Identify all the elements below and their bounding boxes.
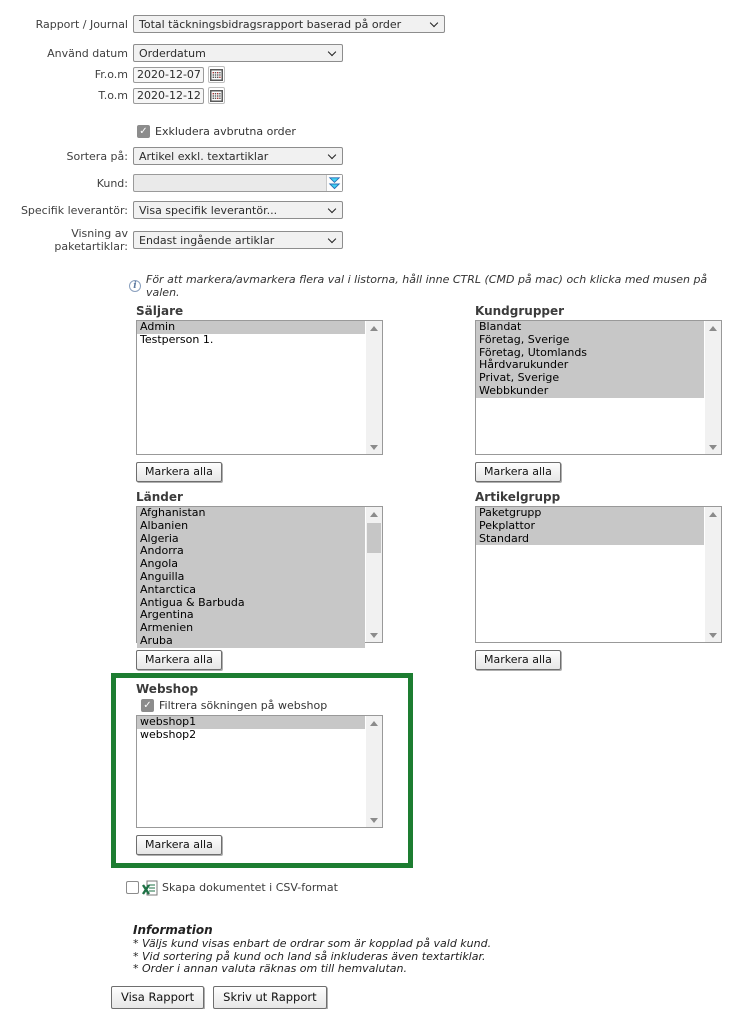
date-from-calendar-button[interactable] (208, 66, 225, 83)
webshop-filter-checkbox[interactable] (141, 699, 154, 712)
chevron-down-icon (328, 47, 336, 55)
kundgrupper-section (475, 304, 722, 482)
list-option[interactable]: Privat, Sverige (476, 372, 704, 385)
list-option[interactable]: Admin (137, 321, 365, 334)
customer-row (0, 174, 733, 192)
print-report-button[interactable]: Skriv ut Rapport (213, 986, 326, 1009)
date-from-input[interactable] (133, 67, 204, 83)
chevron-down-icon (328, 150, 336, 158)
csv-label: Skapa dokumentet i CSV-format (162, 881, 338, 894)
customer-label: Kund: (96, 176, 128, 190)
scroll-down-icon[interactable] (366, 440, 382, 454)
scroll-up-icon[interactable] (366, 321, 382, 335)
information-title: Information (133, 923, 213, 937)
artikelgrupp-listbox[interactable] (475, 506, 722, 643)
webshop-listbox[interactable] (136, 715, 383, 828)
date-from-label: Fr.o.m (94, 68, 128, 81)
list-option[interactable]: Företag, Sverige (476, 334, 704, 347)
list-option[interactable]: Företag, Utomlands (476, 347, 704, 360)
scrollbar[interactable] (705, 321, 721, 454)
date-type-select[interactable] (133, 44, 343, 62)
scroll-down-icon[interactable] (366, 628, 382, 642)
customer-field (133, 174, 343, 192)
information-section (133, 923, 733, 976)
list-option[interactable]: Aruba (137, 635, 365, 648)
saljare-title: Säljare (136, 304, 184, 318)
exclude-cancelled-label: Exkludera avbrutna order (155, 125, 296, 138)
report-journal-select[interactable] (133, 15, 445, 33)
artikelgrupp-title: Artikelgrupp (475, 490, 561, 504)
package-view-row (0, 227, 733, 253)
list-option[interactable]: Anguilla (137, 571, 365, 584)
kundgrupper-select-all-button[interactable]: Markera alla (475, 462, 561, 482)
artikelgrupp-select-all-button[interactable]: Markera alla (475, 650, 561, 670)
double-chevron-down-icon (329, 177, 340, 190)
scroll-down-icon[interactable] (705, 440, 721, 454)
scrollbar[interactable] (366, 321, 382, 454)
kundgrupper-listbox[interactable] (475, 320, 722, 455)
list-option[interactable]: Webbkunder (476, 385, 704, 398)
webshop-filter-label: Filtrera sökningen på webshop (159, 699, 328, 712)
customer-input[interactable] (134, 176, 326, 190)
scroll-up-icon[interactable] (705, 507, 721, 521)
list-option[interactable]: Algeria (137, 533, 365, 546)
list-option[interactable]: webshop2 (140, 727, 197, 741)
list-option[interactable]: Blandat (476, 321, 704, 334)
information-line: * Order i annan valuta räknas om till hemvalutan. (133, 962, 407, 975)
webshop-highlight-box (111, 673, 413, 868)
webshop-title: Webshop (136, 682, 199, 696)
sort-value: Artikel exkl. textartiklar (139, 149, 269, 163)
webshop-select-all-button[interactable]: Markera alla (136, 835, 222, 855)
lander-select-all-button[interactable]: Markera alla (136, 650, 222, 670)
chevron-down-icon (430, 18, 438, 26)
sort-row (0, 147, 733, 165)
date-to-input[interactable] (133, 88, 204, 104)
date-to-label: T.o.m (98, 89, 128, 102)
info-icon (129, 280, 141, 292)
exclude-cancelled-row (0, 125, 733, 138)
csv-checkbox[interactable] (126, 881, 139, 894)
sort-label: Sortera på: (66, 149, 128, 163)
artikelgrupp-section (475, 490, 722, 670)
customer-lookup-button[interactable] (326, 175, 342, 191)
list-option[interactable]: Testperson 1. (140, 332, 214, 346)
information-line: * Vid sortering på kund och land så inkluderas även textartiklar. (133, 949, 486, 963)
date-to-row (0, 87, 733, 104)
package-view-select[interactable] (133, 231, 343, 249)
list-option[interactable]: Antigua & Barbuda (137, 597, 365, 610)
scroll-up-icon[interactable] (366, 507, 382, 521)
calendar-icon (210, 90, 223, 102)
scroll-down-icon[interactable] (705, 628, 721, 642)
date-from-row (0, 66, 733, 83)
saljare-section (136, 304, 383, 482)
list-option[interactable]: Afghanistan (137, 507, 365, 520)
date-type-label: Använd datum (47, 46, 128, 60)
scroll-up-icon[interactable] (705, 321, 721, 335)
list-option[interactable]: Hårdvarukunder (476, 359, 704, 372)
excel-icon (142, 880, 158, 896)
information-line: * Väljs kund visas enbart de ordrar som är kopplad på vald kund. (133, 937, 492, 950)
list-option[interactable]: Paketgrupp (476, 507, 704, 520)
sort-select[interactable] (133, 147, 343, 165)
list-option[interactable]: webshop1 (137, 716, 365, 729)
date-type-row (0, 44, 733, 62)
date-type-value: Orderdatum (139, 46, 206, 60)
supplier-label: Specifik leverantör: (20, 203, 128, 217)
supplier-select[interactable] (133, 201, 343, 219)
chevron-down-icon (328, 234, 336, 242)
list-option[interactable]: Antarctica (137, 584, 365, 597)
list-option[interactable]: Argentina (137, 609, 365, 622)
lander-listbox[interactable] (136, 506, 383, 647)
exclude-cancelled-checkbox[interactable] (137, 125, 150, 138)
list-option[interactable]: Andorra (137, 545, 365, 558)
webshop-filter-row (141, 698, 383, 713)
saljare-listbox[interactable] (136, 320, 383, 455)
report-journal-row (0, 15, 733, 33)
report-journal-label: Rapport / Journal (35, 17, 128, 31)
report-journal-value: Total täckningsbidragsrapport baserad på order (139, 17, 402, 31)
list-option[interactable]: Pekplattor (476, 520, 704, 533)
scroll-up-icon[interactable] (366, 716, 382, 730)
scrollbar[interactable] (366, 716, 382, 827)
lander-title: Länder (136, 490, 183, 504)
list-option[interactable]: Albanien (137, 520, 365, 533)
scrollbar[interactable] (366, 507, 382, 642)
list-option[interactable]: Angola (137, 558, 365, 571)
actions-row (111, 986, 733, 1009)
list-option[interactable]: Standard (476, 533, 704, 546)
list-option[interactable]: Armenien (137, 622, 365, 635)
scrollbar[interactable] (705, 507, 721, 642)
multi-select-hint (129, 272, 733, 299)
kundgrupper-title: Kundgrupper (475, 304, 565, 318)
lander-section (136, 490, 383, 670)
show-report-button[interactable]: Visa Rapport (111, 986, 204, 1009)
scroll-thumb[interactable] (367, 523, 381, 553)
calendar-icon (210, 69, 223, 81)
package-view-value: Endast ingående artiklar (139, 233, 275, 247)
date-to-calendar-button[interactable] (208, 87, 225, 104)
csv-row (126, 879, 733, 896)
saljare-select-all-button[interactable]: Markera alla (136, 462, 222, 482)
supplier-value: Visa specifik leverantör... (139, 203, 278, 217)
package-view-label: Visning av paketartiklar: (54, 227, 128, 253)
chevron-down-icon (328, 204, 336, 212)
multi-select-hint-text: För att markera/avmarkera flera val i listorna, håll inne CTRL (CMD på mac) och klicka med musen på valen. (146, 272, 708, 299)
supplier-row (0, 201, 733, 219)
scroll-down-icon[interactable] (366, 813, 382, 827)
